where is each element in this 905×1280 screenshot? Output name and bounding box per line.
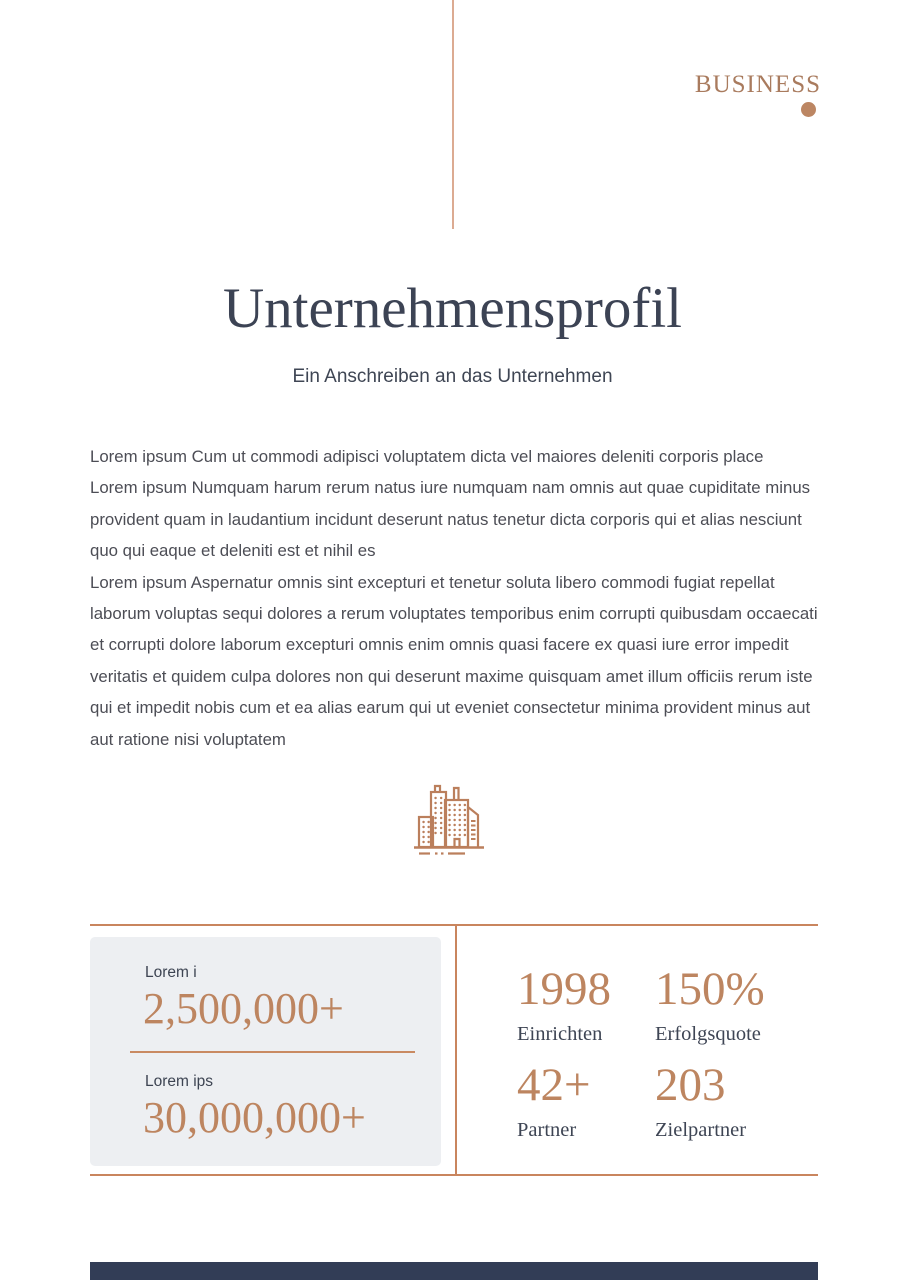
stat-value: 42+ [517,1059,591,1111]
stat-cell [517,963,655,1046]
brand-logo-text: BUSINESS [694,71,821,98]
body-line: Lorem ipsum Numquam harum rerum natus iure numquam nam omnis aut quae cupiditate minus [90,478,811,498]
stat-cell [655,1059,765,1142]
stat-value: 203 [655,1059,726,1111]
stat-label: Lorem i [145,964,197,981]
stats-box-divider [130,1051,415,1053]
stat-value: 150% [655,963,765,1015]
body-line: quo qui eaque et deleniti est et nihil es [90,541,376,561]
highlight-stats-box [90,937,441,1166]
top-divider-line [452,0,454,229]
building-icon [406,779,492,865]
body-line: aut ratione nisi voluptatem [90,729,286,749]
body-line: Lorem ipsum Aspernatur omnis sint excepturi et tenetur soluta libero commodi fugiat repellat [90,572,775,592]
stat-value: 2,500,000+ [143,984,344,1033]
stat-value: 30,000,000+ [143,1093,366,1142]
body-line: Lorem ipsum Cum ut commodi adipisci voluptatem dicta vel maiores deleniti corporis place [90,447,764,466]
stat-label: Partner [517,1119,577,1141]
body-line: laborum voluptas sequi dolores a rerum voluptates temporibus enim corrupti quibusdam occaecati [90,603,818,623]
body-line: provident quam in laudantium incidunt deserunt natus tenetur dicta corporis qui et alias nesciunt [90,509,802,529]
body-line: qui et impedit nobis cum et ea alias earum qui ut eveniet consectetur minima provident minus aut [90,698,811,718]
stat-value: 1998 [517,963,611,1015]
body-line: et corrupti dolore laborum excepturi omnis enim omnis quasi facere ex quasi iure error impedit [90,635,789,655]
stat-cell [655,963,765,1046]
stats-grid [517,963,765,1142]
footer-accent-bar [90,1262,818,1280]
page-subtitle: Ein Anschreiben an das Unternehmen [292,366,613,387]
page-title: Unternehmensprofil [222,277,683,341]
stats-top-rule [90,924,818,926]
stat-label: Erfolgsquote [655,1023,761,1045]
stat-label: Einrichten [517,1023,603,1045]
stats-bottom-rule [90,1174,818,1176]
stat-label: Lorem ips [145,1073,214,1090]
stats-vertical-divider [455,926,457,1174]
stat-label: Zielpartner [655,1119,747,1141]
brand-dot-icon [801,102,816,117]
body-paragraphs [90,441,830,755]
stat-cell [517,1059,655,1142]
body-line: veritatis et quidem culpa dolores non qui deserunt maxime quisquam amet illum officiis rerum iste [90,666,813,686]
